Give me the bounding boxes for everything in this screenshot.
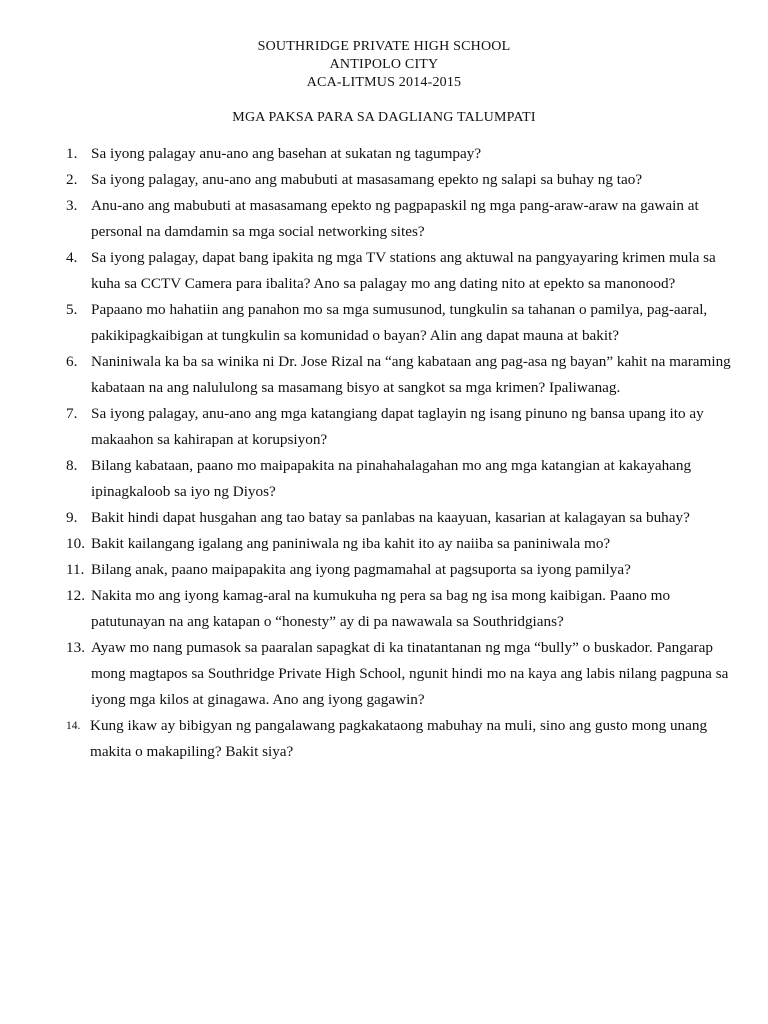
item-number: 4. [66, 249, 78, 266]
list-item [66, 193, 738, 245]
list-item [66, 167, 738, 193]
item-text: Sa iyong palagay, dapat bang ipakita ng mga TV stations ang aktuwal na pangyayaring krimen mula sa kuha sa CCTV Camera para ibalita? Ano sa palagay mo ang dating nito at epekto sa manonood? [91, 249, 716, 292]
item-number: 12. [66, 587, 85, 604]
item-text: Ayaw mo nang pumasok sa paaralan sapagkat di ka tinatantanan ng mga “bully” o buskador. Pangarap mong magtapos sa Southridge Private High School, ngunit hindi mo na kaya ang labis nilang pagpuna sa iyong mga kilos at ginagawa. Ano ang iyong gagawin? [91, 639, 729, 708]
item-number: 13. [66, 639, 85, 656]
list-item [66, 401, 738, 453]
city-name: ANTIPOLO CITY [329, 57, 439, 72]
list-item [66, 453, 738, 505]
item-text: Nakita mo ang iyong kamag-aral na kumukuha ng pera sa bag ng isa mong kaibigan. Paano mo patutunayan na ang katapan o “honesty” ay di pa nawawala sa Southridgians? [91, 587, 671, 630]
item-number: 5. [66, 301, 78, 318]
item-text: Bilang kabataan, paano mo maipapakita na pinahahalagahan mo ang mga katangian at kakayahang ipinagkaloob sa iyo ng Diyos? [91, 457, 692, 500]
item-number: 8. [66, 457, 78, 474]
item-number: 7. [66, 405, 78, 422]
list-item [66, 141, 738, 167]
item-text: Anu-ano ang mabubuti at masasamang epekto ng pagpapaskil ng mga pang-araw-araw na gawain at personal na damdamin sa mga social networking sites? [91, 197, 699, 240]
item-text: Sa iyong palagay, anu-ano ang mabubuti at masasamang epekto ng salapi sa buhay ng tao? [91, 171, 643, 188]
event-name: ACA-LITMUS 2014-2015 [306, 75, 462, 90]
list-item [66, 245, 738, 297]
document-header [0, 38, 768, 92]
item-number: 10. [66, 535, 85, 552]
topics-list [66, 141, 738, 765]
item-text: Sa iyong palagay, anu-ano ang mga katangiang dapat taglayin ng isang pinuno ng bansa upang ito ay makaahon sa kahirapan at korupsiyon? [91, 405, 704, 448]
list-item [66, 297, 738, 349]
item-text: Bakit kailangang igalang ang paniniwala ng iba kahit ito ay naiiba sa paniniwala mo? [91, 535, 611, 552]
list-item [66, 531, 738, 557]
list-item [66, 505, 738, 531]
item-number: 3. [66, 197, 78, 214]
item-text: Bilang anak, paano maipapakita ang iyong pagmamahal at pagsuporta sa iyong pamilya? [91, 561, 631, 578]
item-text: Naniniwala ka ba sa winika ni Dr. Jose Rizal na “ang kabataan ang pag-asa ng bayan” kahit na maraming kabataan na ang nalululong sa masamang bisyo at sangkot sa mga krimen? Ipaliwanag. [91, 353, 731, 396]
item-text: Papaano mo hahatiin ang panahon mo sa mga sumusunod, tungkulin sa tahanan o pamilya, pag-aaral, pakikipagkaibigan at tungkulin sa komunidad o bayan? Alin ang dapat mauna at bakit? [91, 301, 708, 344]
item-number: 9. [66, 509, 78, 526]
school-name: SOUTHRIDGE PRIVATE HIGH SCHOOL [257, 39, 511, 54]
item-number: 2. [66, 171, 78, 188]
list-item [66, 583, 738, 635]
item-number: 6. [66, 353, 78, 370]
item-text: Kung ikaw ay bibigyan ng pangalawang pagkakataong mabuhay na muli, sino ang gusto mong unang makita o makapiling? Bakit siya? [90, 717, 708, 760]
list-item [66, 557, 738, 583]
list-item [66, 635, 738, 713]
item-text: Bakit hindi dapat husgahan ang tao batay sa panlabas na kaayuan, kasarian at kalagayan sa buhay? [91, 509, 690, 526]
document-subtitle: MGA PAKSA PARA SA DAGLIANG TALUMPATI [232, 110, 536, 125]
list-item [66, 713, 738, 765]
item-number: 1. [66, 145, 78, 162]
list-item [66, 349, 738, 401]
item-number: 11. [66, 561, 85, 578]
item-number: 14. [66, 720, 81, 732]
item-text: Sa iyong palagay anu-ano ang basehan at sukatan ng tagumpay? [91, 145, 482, 162]
